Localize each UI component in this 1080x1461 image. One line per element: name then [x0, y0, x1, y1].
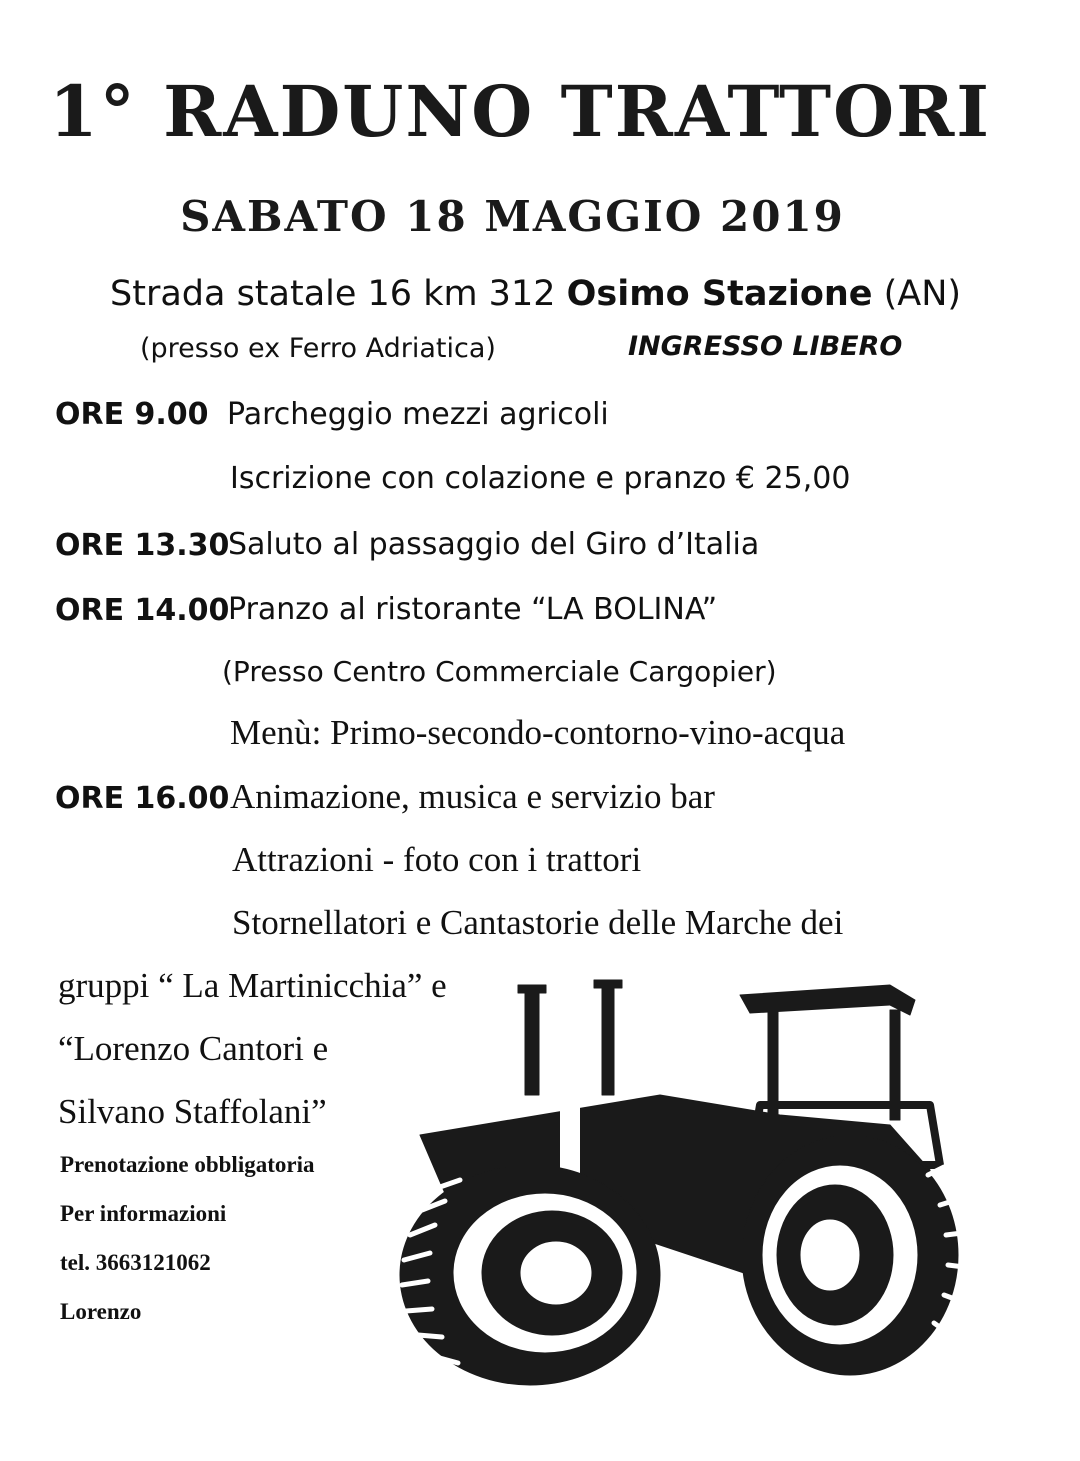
program-item: “Lorenzo Cantori e	[58, 1029, 329, 1068]
program-item: Stornellatori e Cantastorie delle Marche dei	[232, 903, 844, 942]
time-1330: ORE 13.30	[55, 528, 230, 563]
poster-title: 1° RADUNO TRATTORI	[49, 70, 991, 153]
phone-number: tel. 3663121062	[60, 1250, 211, 1275]
booking-note: Prenotazione obbligatoria	[60, 1152, 315, 1177]
tractor-icon	[330, 955, 975, 1395]
location-suffix: (AN)	[872, 274, 962, 314]
location-place: Osimo Stazione	[566, 274, 873, 314]
program-item: Saluto al passaggio del Giro d’Italia	[228, 527, 760, 562]
program-item: Pranzo al ristorante “LA BOLINA”	[228, 592, 718, 627]
program-item: Iscrizione con colazione e pranzo € 25,00	[230, 461, 851, 496]
time-9: ORE 9.00	[55, 397, 209, 432]
contact-name: Lorenzo	[60, 1299, 142, 1324]
program-item: Animazione, musica e servizio bar	[230, 777, 715, 816]
program-item: Silvano Staffolani”	[58, 1092, 327, 1131]
program-item: Attrazioni - foto con i trattori	[232, 840, 642, 879]
location-line	[110, 274, 961, 314]
time-1400: ORE 14.00	[55, 593, 230, 628]
entry-note: INGRESSO LIBERO	[628, 331, 903, 362]
location-prefix: Strada statale 16 km 312	[110, 274, 567, 314]
location-near: (presso ex Ferro Adriatica)	[140, 333, 496, 364]
event-date: SABATO 18 MAGGIO 2019	[180, 192, 845, 241]
program-item: Parcheggio mezzi agricoli	[227, 397, 609, 432]
info-label: Per informazioni	[60, 1201, 227, 1226]
program-item: (Presso Centro Commerciale Cargopier)	[222, 655, 777, 688]
time-1600: ORE 16.00	[55, 781, 230, 816]
program-item: Menù: Primo-secondo-contorno-vino-acqua	[230, 713, 846, 752]
program-item: gruppi “ La Martinicchia” e	[58, 966, 447, 1005]
